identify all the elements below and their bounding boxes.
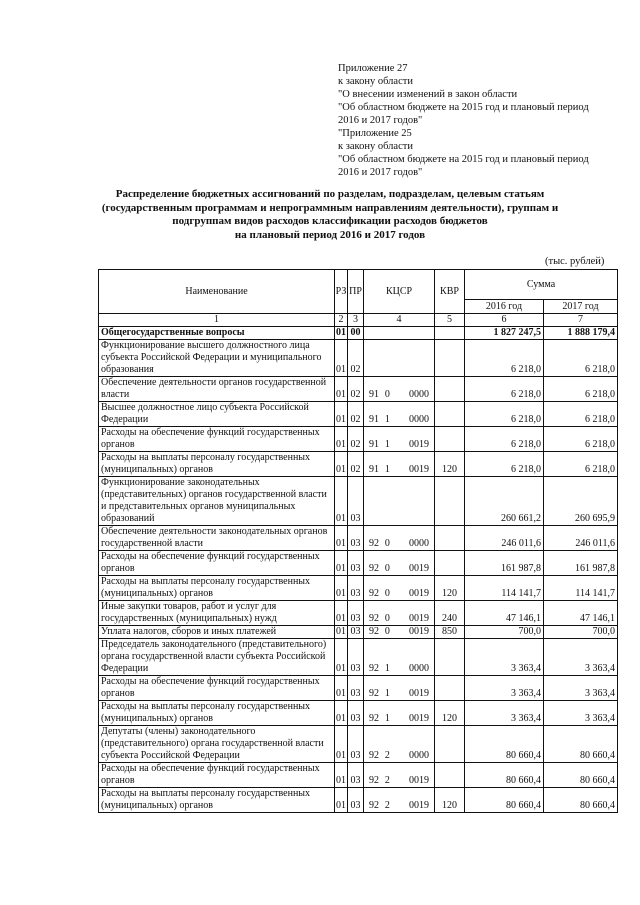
row-value-2016: 80 660,4 bbox=[465, 788, 544, 813]
table-row bbox=[99, 427, 618, 452]
row-rz: 01 bbox=[335, 377, 348, 402]
row-pr: 03 bbox=[348, 626, 364, 639]
kcsr-part bbox=[396, 464, 406, 476]
kcsr-part: 92 bbox=[369, 538, 379, 549]
row-value-2016: 6 218,0 bbox=[465, 402, 544, 427]
row-value-2017: 6 218,0 bbox=[544, 427, 618, 452]
table-row bbox=[99, 763, 618, 788]
table-row bbox=[99, 477, 618, 526]
row-value-2017: 80 660,4 bbox=[544, 726, 618, 763]
row-kvr bbox=[435, 763, 465, 788]
table-row bbox=[99, 701, 618, 726]
row-value-2016: 6 218,0 bbox=[465, 452, 544, 477]
row-kcsr bbox=[364, 639, 435, 676]
kcsr-part bbox=[396, 389, 406, 401]
row-value-2017: 1 888 179,4 bbox=[544, 327, 618, 340]
kcsr-part: 92 bbox=[369, 750, 379, 761]
kcsr-part bbox=[396, 800, 406, 812]
row-value-2017: 80 660,4 bbox=[544, 763, 618, 788]
row-name: Расходы на обеспечение функций государственных органов bbox=[99, 676, 335, 701]
row-pr: 03 bbox=[348, 701, 364, 726]
row-kcsr bbox=[364, 477, 435, 526]
appendix-line: "Приложение 25 bbox=[338, 128, 412, 139]
kcsr-part: 92 bbox=[369, 800, 379, 811]
row-kvr bbox=[435, 340, 465, 377]
kcsr-part: 92 bbox=[369, 626, 379, 637]
kcsr-part bbox=[396, 538, 406, 550]
row-name: Общегосударственные вопросы bbox=[99, 327, 335, 340]
table-row bbox=[99, 726, 618, 763]
row-pr: 02 bbox=[348, 452, 364, 477]
kcsr-part: 92 bbox=[369, 588, 379, 599]
row-value-2016: 6 218,0 bbox=[465, 377, 544, 402]
row-kvr: 850 bbox=[435, 626, 465, 639]
row-value-2016: 1 827 247,5 bbox=[465, 327, 544, 340]
row-kcsr bbox=[364, 526, 435, 551]
row-value-2017: 700,0 bbox=[544, 626, 618, 639]
kcsr-part bbox=[396, 663, 406, 675]
row-kvr bbox=[435, 676, 465, 701]
kcsr-part: 0000 bbox=[408, 414, 429, 425]
kcsr-part bbox=[396, 688, 406, 700]
row-name: Расходы на выплаты персоналу государственных (муниципальных) органов bbox=[99, 701, 335, 726]
row-kvr bbox=[435, 427, 465, 452]
header-sum: Сумма bbox=[465, 270, 618, 300]
table-row bbox=[99, 526, 618, 551]
appendix-line: "О внесении изменений в закон области bbox=[338, 89, 518, 100]
row-kcsr bbox=[364, 763, 435, 788]
row-name: Иные закупки товаров, работ и услуг для государственных (муниципальных) нужд bbox=[99, 601, 335, 626]
row-kvr bbox=[435, 639, 465, 676]
table-row bbox=[99, 377, 618, 402]
kcsr-part: 91 bbox=[369, 439, 379, 450]
appendix-line: к закону области bbox=[338, 141, 413, 152]
row-name: Председатель законодательного (представительного) органа государственной власти субъекта Российской Федерации bbox=[99, 639, 335, 676]
row-rz: 01 bbox=[335, 452, 348, 477]
row-value-2016: 3 363,4 bbox=[465, 639, 544, 676]
row-value-2016: 3 363,4 bbox=[465, 701, 544, 726]
row-kcsr bbox=[364, 327, 435, 340]
col-number: 3 bbox=[348, 314, 364, 327]
table-row bbox=[99, 639, 618, 676]
row-value-2017: 3 363,4 bbox=[544, 639, 618, 676]
kcsr-part: 0000 bbox=[408, 538, 429, 549]
row-value-2017: 114 141,7 bbox=[544, 576, 618, 601]
kcsr-part: 0 bbox=[384, 389, 390, 400]
row-value-2017: 6 218,0 bbox=[544, 452, 618, 477]
kcsr-part: 0019 bbox=[408, 464, 429, 475]
row-kcsr bbox=[364, 676, 435, 701]
kcsr-part: 92 bbox=[369, 563, 379, 574]
kcsr-part: 0019 bbox=[408, 563, 429, 574]
row-value-2017: 80 660,4 bbox=[544, 788, 618, 813]
table-row bbox=[99, 788, 618, 813]
row-rz: 01 bbox=[335, 402, 348, 427]
table-row bbox=[99, 576, 618, 601]
row-kvr: 120 bbox=[435, 576, 465, 601]
kcsr-part bbox=[396, 626, 406, 638]
kcsr-part bbox=[396, 613, 406, 625]
unit-note: (тыс. рублей) bbox=[545, 256, 605, 267]
kcsr-part bbox=[396, 414, 406, 426]
row-value-2017: 6 218,0 bbox=[544, 377, 618, 402]
row-name: Расходы на обеспечение функций государственных органов bbox=[99, 427, 335, 452]
title-line: подгруппам видов расходов классификации расходов бюджетов bbox=[172, 215, 488, 227]
appendix-line: "Об областном бюджете на 2015 год и плановый период bbox=[338, 102, 589, 113]
row-name: Расходы на выплаты персоналу государственных (муниципальных) органов bbox=[99, 576, 335, 601]
kcsr-part: 2 bbox=[384, 775, 390, 786]
row-value-2016: 47 146,1 bbox=[465, 601, 544, 626]
kcsr-part: 0000 bbox=[408, 389, 429, 400]
row-name: Функционирование высшего должностного лица субъекта Российской Федерации и муниципального образования bbox=[99, 340, 335, 377]
row-kvr: 120 bbox=[435, 701, 465, 726]
row-pr: 03 bbox=[348, 477, 364, 526]
row-kcsr bbox=[364, 551, 435, 576]
row-value-2016: 80 660,4 bbox=[465, 726, 544, 763]
row-pr: 02 bbox=[348, 340, 364, 377]
appendix-line: "Об областном бюджете на 2015 год и плановый период bbox=[338, 154, 589, 165]
kcsr-part: 92 bbox=[369, 663, 379, 674]
kcsr-part: 0019 bbox=[408, 800, 429, 811]
col-number: 7 bbox=[544, 314, 618, 327]
row-kvr: 240 bbox=[435, 601, 465, 626]
header-2016: 2016 год bbox=[465, 300, 544, 314]
table-row bbox=[99, 601, 618, 626]
row-rz: 01 bbox=[336, 626, 346, 637]
row-kcsr bbox=[364, 576, 435, 601]
row-rz: 01 bbox=[335, 701, 348, 726]
row-value-2016: 246 011,6 bbox=[465, 526, 544, 551]
kcsr-part: 92 bbox=[369, 775, 379, 786]
kcsr-part: 1 bbox=[384, 464, 390, 475]
kcsr-part: 0000 bbox=[408, 663, 429, 674]
appendix-line: 2016 и 2017 годов" bbox=[338, 167, 423, 178]
row-kcsr bbox=[364, 788, 435, 813]
col-number: 1 bbox=[99, 314, 335, 327]
col-number: 6 bbox=[465, 314, 544, 327]
kcsr-part: 1 bbox=[384, 663, 390, 674]
title-line: на плановый период 2016 и 2017 годов bbox=[234, 228, 426, 241]
kcsr-part: 0 bbox=[384, 626, 390, 637]
kcsr-part: 0019 bbox=[408, 688, 429, 699]
kcsr-part: 0019 bbox=[408, 713, 429, 724]
row-name: Обеспечение деятельности органов государственной власти bbox=[99, 377, 335, 402]
row-value-2016: 114 141,7 bbox=[465, 576, 544, 601]
table-row bbox=[99, 327, 618, 340]
row-pr: 03 bbox=[348, 676, 364, 701]
row-value-2017: 47 146,1 bbox=[544, 601, 618, 626]
header-2017: 2017 год bbox=[544, 300, 618, 314]
row-kvr bbox=[435, 477, 465, 526]
header-kcsr: КЦСР bbox=[364, 270, 435, 314]
row-kcsr bbox=[364, 626, 435, 639]
appendix-line: 2016 и 2017 годов" bbox=[338, 115, 423, 126]
row-pr: 02 bbox=[348, 402, 364, 427]
kcsr-part: 1 bbox=[384, 688, 390, 699]
kcsr-part: 0000 bbox=[408, 750, 429, 761]
row-kvr: 120 bbox=[435, 452, 465, 477]
row-rz: 01 bbox=[336, 327, 346, 338]
table-row bbox=[99, 340, 618, 377]
kcsr-part bbox=[396, 750, 406, 762]
row-rz: 01 bbox=[335, 526, 348, 551]
row-name: Расходы на выплаты персоналу государственных (муниципальных) органов bbox=[99, 788, 335, 813]
row-rz: 01 bbox=[335, 576, 348, 601]
row-kvr bbox=[435, 327, 465, 340]
row-name: Расходы на обеспечение функций государственных органов bbox=[99, 763, 335, 788]
row-value-2017: 246 011,6 bbox=[544, 526, 618, 551]
header-name: Наименование bbox=[99, 270, 335, 314]
row-name: Депутаты (члены) законодательного (представительного) органа государственной власти субъекта Российской Федерации bbox=[99, 726, 335, 763]
appendix-header bbox=[338, 62, 623, 179]
kcsr-part: 0019 bbox=[408, 626, 429, 637]
row-kcsr bbox=[364, 601, 435, 626]
row-rz: 01 bbox=[335, 676, 348, 701]
row-kvr bbox=[435, 377, 465, 402]
row-value-2016: 161 987,8 bbox=[465, 551, 544, 576]
table-row bbox=[99, 452, 618, 477]
kcsr-part: 2 bbox=[384, 750, 390, 761]
col-number: 2 bbox=[335, 314, 348, 327]
row-name: Высшее должностное лицо субъекта Российской Федерации bbox=[99, 402, 335, 427]
kcsr-part: 1 bbox=[384, 414, 390, 425]
table-row bbox=[99, 551, 618, 576]
kcsr-part: 2 bbox=[384, 800, 390, 811]
row-value-2017: 161 987,8 bbox=[544, 551, 618, 576]
budget-table bbox=[98, 269, 618, 813]
kcsr-part bbox=[396, 563, 406, 575]
kcsr-part: 1 bbox=[384, 713, 390, 724]
kcsr-part: 0019 bbox=[408, 439, 429, 450]
row-rz: 01 bbox=[335, 427, 348, 452]
row-value-2016: 260 661,2 bbox=[465, 477, 544, 526]
title-line: Распределение бюджетных ассигнований по разделам, подразделам, целевым статьям bbox=[115, 188, 545, 200]
row-kvr bbox=[435, 551, 465, 576]
kcsr-part bbox=[396, 439, 406, 451]
row-value-2017: 3 363,4 bbox=[544, 701, 618, 726]
row-pr: 02 bbox=[348, 377, 364, 402]
row-rz: 01 bbox=[335, 601, 348, 626]
header-pr: ПР bbox=[348, 270, 364, 314]
kcsr-part bbox=[396, 713, 406, 725]
header-rz: РЗ bbox=[335, 270, 348, 314]
row-kvr bbox=[435, 726, 465, 763]
row-value-2016: 80 660,4 bbox=[465, 763, 544, 788]
row-pr: 03 bbox=[348, 526, 364, 551]
row-pr: 03 bbox=[348, 601, 364, 626]
row-rz: 01 bbox=[335, 639, 348, 676]
table-row bbox=[99, 402, 618, 427]
row-kvr bbox=[435, 526, 465, 551]
row-kcsr bbox=[364, 377, 435, 402]
row-pr: 03 bbox=[348, 576, 364, 601]
row-name: Уплата налогов, сборов и иных платежей bbox=[99, 626, 335, 639]
row-kcsr bbox=[364, 701, 435, 726]
row-name: Расходы на выплаты персоналу государственных (муниципальных) органов bbox=[99, 452, 335, 477]
kcsr-part: 0019 bbox=[408, 588, 429, 599]
row-pr: 03 bbox=[348, 763, 364, 788]
row-value-2017: 260 695,9 bbox=[544, 477, 618, 526]
kcsr-part bbox=[396, 775, 406, 787]
row-name: Обеспечение деятельности законодательных органов государственной власти bbox=[99, 526, 335, 551]
col-number: 4 bbox=[364, 314, 435, 327]
row-kcsr bbox=[364, 452, 435, 477]
kcsr-part: 91 bbox=[369, 464, 379, 475]
row-kvr: 120 bbox=[435, 788, 465, 813]
appendix-line: Приложение 27 bbox=[338, 63, 408, 74]
row-rz: 01 bbox=[335, 763, 348, 788]
row-name: Функционирование законодательных (представительных) органов государственной власти и представительных органов муниципальных образований bbox=[99, 477, 335, 526]
kcsr-part: 92 bbox=[369, 688, 379, 699]
kcsr-part: 1 bbox=[384, 439, 390, 450]
row-pr: 03 bbox=[348, 639, 364, 676]
row-rz: 01 bbox=[335, 477, 348, 526]
row-value-2016: 6 218,0 bbox=[465, 427, 544, 452]
row-rz: 01 bbox=[335, 726, 348, 763]
kcsr-part: 92 bbox=[369, 713, 379, 724]
kcsr-part bbox=[396, 588, 406, 600]
kcsr-part: 0 bbox=[384, 613, 390, 624]
row-kvr bbox=[435, 402, 465, 427]
row-value-2016: 6 218,0 bbox=[465, 340, 544, 377]
title-line: (государственным программам и непрограммным направлениям деятельности), группам и bbox=[101, 201, 559, 214]
row-kcsr bbox=[364, 402, 435, 427]
row-kcsr bbox=[364, 726, 435, 763]
document-title bbox=[95, 188, 565, 242]
row-value-2017: 6 218,0 bbox=[544, 340, 618, 377]
kcsr-part: 92 bbox=[369, 613, 379, 624]
row-kcsr bbox=[364, 427, 435, 452]
kcsr-part: 91 bbox=[369, 414, 379, 425]
row-rz: 01 bbox=[335, 788, 348, 813]
row-pr: 03 bbox=[348, 788, 364, 813]
row-pr: 03 bbox=[348, 726, 364, 763]
row-rz: 01 bbox=[335, 551, 348, 576]
row-pr: 03 bbox=[348, 551, 364, 576]
kcsr-part: 0 bbox=[384, 538, 390, 549]
col-number: 5 bbox=[435, 314, 465, 327]
kcsr-part: 91 bbox=[369, 389, 379, 400]
kcsr-part: 0019 bbox=[408, 775, 429, 786]
row-rz: 01 bbox=[335, 340, 348, 377]
row-pr: 00 bbox=[348, 327, 364, 340]
row-value-2017: 3 363,4 bbox=[544, 676, 618, 701]
kcsr-part: 0 bbox=[384, 563, 390, 574]
appendix-line: к закону области bbox=[338, 76, 413, 87]
row-pr: 02 bbox=[348, 427, 364, 452]
kcsr-part: 0 bbox=[384, 588, 390, 599]
row-value-2016: 700,0 bbox=[465, 626, 544, 639]
table-row bbox=[99, 676, 618, 701]
table-row bbox=[99, 626, 618, 639]
row-kcsr bbox=[364, 340, 435, 377]
row-name: Расходы на обеспечение функций государственных органов bbox=[99, 551, 335, 576]
kcsr-part: 0019 bbox=[408, 613, 429, 624]
row-value-2016: 3 363,4 bbox=[465, 676, 544, 701]
row-value-2017: 6 218,0 bbox=[544, 402, 618, 427]
header-kvr: КВР bbox=[435, 270, 465, 314]
